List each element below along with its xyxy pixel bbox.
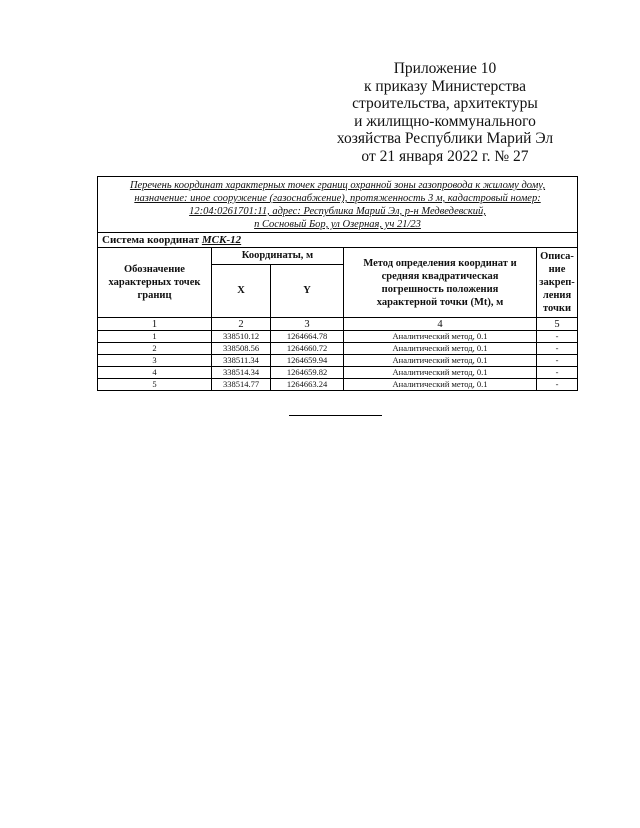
header-coords: Координаты, м: [212, 248, 344, 265]
header-method: Метод определения координат и средняя квадратическая погрешность положения характерной точки (Mt), м: [344, 248, 537, 318]
x-cell: 338514.77: [212, 379, 271, 391]
header-point: Обозначение характерных точек границ: [98, 248, 212, 318]
table-row: [98, 355, 578, 367]
table-row: [98, 343, 578, 355]
appendix-line: хозяйства Республики Марий Эл: [336, 130, 554, 148]
point-cell: 1: [98, 331, 212, 343]
header-description: Описа-ние закреп-ления точки: [537, 248, 578, 318]
description-cell: -: [537, 367, 578, 379]
appendix-line: Приложение 10: [393, 60, 497, 77]
table-row: [98, 379, 578, 391]
appendix-line: к приказу Министерства: [364, 77, 526, 95]
column-number: 2: [212, 318, 271, 331]
y-cell: 1264664.78: [271, 331, 344, 343]
column-number: 5: [537, 318, 578, 331]
caption-line: 12:04:0261701:11, адрес: Республика Марий Эл, р-н Медведевский,: [189, 206, 486, 217]
appendix-line: от 21 января 2022 г. № 27: [361, 147, 529, 165]
x-cell: 338510.12: [212, 331, 271, 343]
description-cell: -: [537, 355, 578, 367]
x-cell: 338508.56: [212, 343, 271, 355]
description-cell: -: [537, 331, 578, 343]
caption-line: п Сосновый Бор, ул Озерная, уч 21/23: [254, 219, 421, 230]
point-cell: 3: [98, 355, 212, 367]
method-cell: Аналитический метод, 0.1: [344, 379, 537, 391]
column-number: 1: [98, 318, 212, 331]
method-cell: Аналитический метод, 0.1: [344, 367, 537, 379]
method-cell: Аналитический метод, 0.1: [344, 355, 537, 367]
column-number: 4: [344, 318, 537, 331]
appendix-line: и жилищно-коммунального: [354, 112, 536, 130]
table-caption: [98, 177, 578, 233]
x-cell: 338514.34: [212, 367, 271, 379]
method-cell: Аналитический метод, 0.1: [344, 343, 537, 355]
method-cell: Аналитический метод, 0.1: [344, 331, 537, 343]
appendix-header: [320, 60, 570, 166]
y-cell: 1264660.72: [271, 343, 344, 355]
coordinate-system-name: МСК-12: [201, 234, 242, 246]
y-cell: 1264659.82: [271, 367, 344, 379]
caption-line: Перечень координат характерных точек границ охранной зоны газопровода к жилому дому,: [129, 180, 546, 191]
x-cell: 338511.34: [212, 355, 271, 367]
header-y: Y: [271, 264, 344, 317]
point-cell: 2: [98, 343, 212, 355]
y-cell: 1264663.24: [271, 379, 344, 391]
table-row: [98, 331, 578, 343]
end-divider: [289, 415, 382, 416]
header-x: X: [212, 264, 271, 317]
table-row: [98, 367, 578, 379]
coordinate-system-label: Система координат: [102, 234, 200, 246]
point-cell: 5: [98, 379, 212, 391]
column-number-row: [98, 318, 578, 331]
description-cell: -: [537, 379, 578, 391]
coordinate-system: [98, 233, 578, 248]
description-cell: -: [537, 343, 578, 355]
appendix-line: строительства, архитектуры: [352, 95, 538, 113]
point-cell: 4: [98, 367, 212, 379]
caption-line: назначение: иное сооружение (газоснабжение), протяженность 3 м, кадастровый номер:: [134, 193, 541, 204]
y-cell: 1264659.94: [271, 355, 344, 367]
column-number: 3: [271, 318, 344, 331]
coordinates-table: [97, 176, 578, 391]
